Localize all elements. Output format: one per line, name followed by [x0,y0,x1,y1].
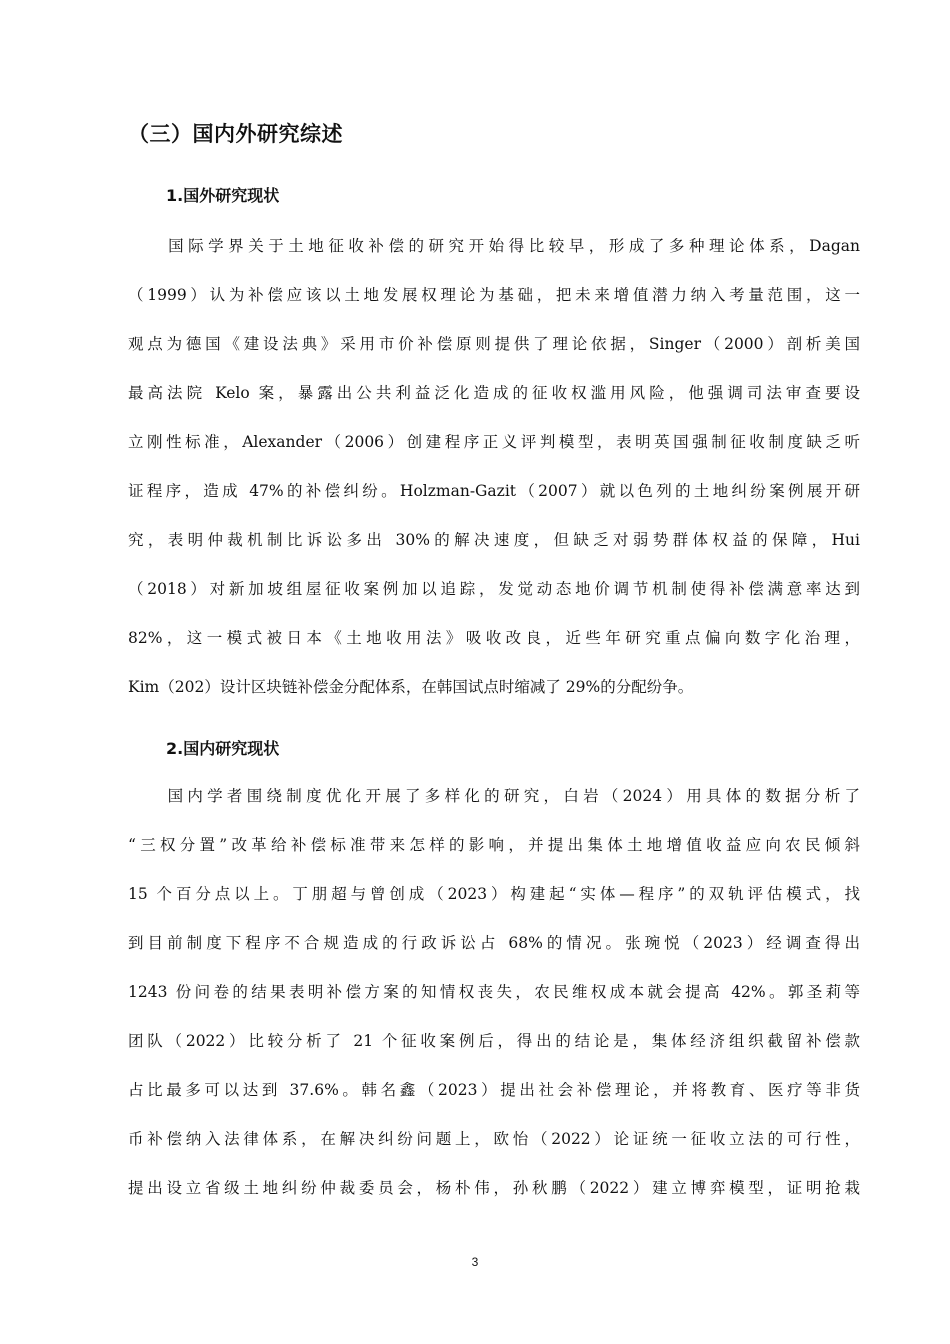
text-line: 立刚性标准，Alexander（2006）创建程序正义评判模型，表明英国强制征收制度缺乏听 [128,433,860,451]
text-line: 82%，这一模式被日本《土地收用法》吸收改良，近些年研究重点偏向数字化治理， [128,629,860,647]
text-line: Kim（202）设计区块链补偿金分配体系，在韩国试点时缩减了 29%的分配纷争。 [128,678,694,696]
text-line: （1999）认为补偿应该以土地发展权理论为基础，把未来增值潜力纳入考量范围，这一 [128,286,860,304]
subsection-heading-domestic-research: 2.国内研究现状 [166,739,280,758]
text-line: 币补偿纳入法律体系，在解决纠纷问题上，欧怡（2022）论证统一征收立法的可行性， [128,1130,860,1148]
paragraph-domestic-research [128,780,860,1221]
section-heading: （三）国内外研究综述 [128,122,343,146]
text-line: “三权分置”改革给补偿标准带来怎样的影响，并提出集体土地增值收益应向农民倾斜 [128,836,860,854]
paragraph-foreign-research [128,230,860,720]
text-line: 到目前制度下程序不合规造成的行政诉讼占 68%的情况。张琬悦（2023）经调查得出 [128,934,860,952]
text-line: 观点为德国《建设法典》采用市价补偿原则提供了理论依据，Singer（2000）剖析美国 [128,335,860,353]
subsection-heading-foreign-research: 1.国外研究现状 [166,186,280,205]
text-line: 最高法院 Kelo 案，暴露出公共利益泛化造成的征收权滥用风险，他强调司法审查要设 [128,384,860,402]
text-line: 国内学者围绕制度优化开展了多样化的研究，白岩（2024）用具体的数据分析了 [128,787,860,805]
text-line: 团队（2022）比较分析了 21 个征收案例后，得出的结论是，集体经济组织截留补偿款 [128,1032,860,1050]
text-line: 国际学界关于土地征收补偿的研究开始得比较早，形成了多种理论体系，Dagan [128,237,860,255]
text-line: 1243 份问卷的结果表明补偿方案的知情权丧失，农民维权成本就会提高 42%。郭圣莉等 [128,983,860,1001]
text-line: 15 个百分点以上。丁朋超与曾创成（2023）构建起“实体—程序”的双轨评估模式，找 [128,885,860,903]
text-line: （2018）对新加坡组屋征收案例加以追踪，发觉动态地价调节机制使得补偿满意率达到 [128,580,860,598]
text-line: 提出设立省级土地纠纷仲裁委员会，杨朴伟，孙秋鹏（2022）建立博弈模型，证明抢栽 [128,1179,860,1197]
text-line: 究，表明仲裁机制比诉讼多出 30%的解决速度，但缺乏对弱势群体权益的保障，Hui [128,531,860,549]
page-number: 3 [471,1255,479,1269]
text-line: 证程序，造成 47%的补偿纠纷。Holzman-Gazit（2007）就以色列的土地纠纷案例展开研 [128,482,860,500]
text-line: 占比最多可以达到 37.6%。韩名鑫（2023）提出社会补偿理论，并将教育、医疗等非货 [128,1081,860,1099]
